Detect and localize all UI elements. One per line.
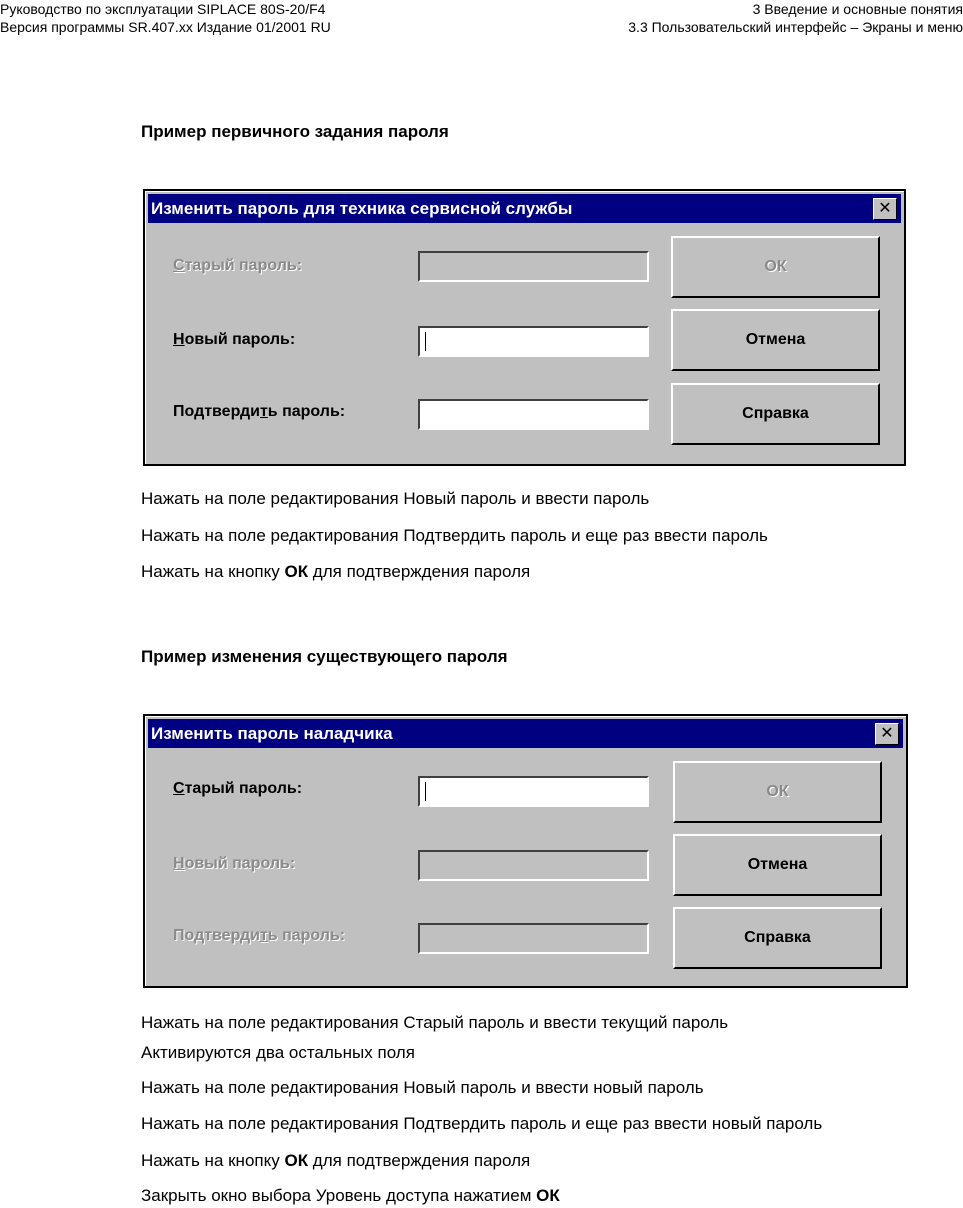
ok-button[interactable]: ОК <box>671 236 880 298</box>
old-password-label: Старый пароль: <box>173 780 303 797</box>
confirm-password-input[interactable] <box>418 399 649 430</box>
cancel-button[interactable]: Отмена <box>673 834 882 896</box>
text-caret <box>425 782 426 801</box>
step-text: Нажать на поле редактирования Новый пароль и ввести новый пароль <box>141 1078 704 1097</box>
step-text: Нажать на поле редактирования Подтвердить пароль и еще раз ввести новый пароль <box>141 1114 823 1133</box>
new-password-input[interactable] <box>418 326 649 357</box>
new-password-input <box>418 850 649 881</box>
confirm-password-label: Подтвердить пароль: <box>173 403 346 420</box>
header-version: Версия программы SR.407.xx Издание 01/2001 RU <box>0 19 331 35</box>
section2-heading: Пример изменения существующего пароля <box>141 647 508 666</box>
change-password-dialog-service <box>143 189 906 466</box>
old-password-input[interactable] <box>418 776 649 807</box>
old-password-input <box>418 251 649 282</box>
dialog-title-bar <box>148 194 901 223</box>
step-text: Нажать на кнопку ОК для подтверждения пароля <box>141 1151 531 1170</box>
dialog-title: Изменить пароль наладчика <box>151 724 393 743</box>
dialog-title-bar <box>148 719 903 748</box>
old-password-label: Старый пароль: <box>173 257 303 274</box>
dialog-title: Изменить пароль для техника сервисной службы <box>151 199 573 218</box>
step-text: Нажать на поле редактирования Старый пароль и ввести текущий пароль <box>141 1013 729 1032</box>
header-section: 3.3 Пользовательский интерфейс – Экраны и меню <box>628 19 963 35</box>
step-text: Нажать на поле редактирования Подтвердить пароль и еще раз ввести пароль <box>141 526 768 545</box>
text-caret <box>425 332 426 351</box>
step-text: Нажать на поле редактирования Новый пароль и ввести пароль <box>141 489 650 508</box>
help-button[interactable]: Справка <box>673 907 882 969</box>
new-password-label: Новый пароль: <box>173 855 296 872</box>
section1-heading: Пример первичного задания пароля <box>141 122 449 141</box>
close-icon[interactable]: ✕ <box>875 723 899 745</box>
step-text: Активируются два остальных поля <box>141 1043 415 1062</box>
ok-button[interactable]: ОК <box>673 761 882 823</box>
step-text: Закрыть окно выбора Уровень доступа нажатием ОК <box>141 1186 560 1205</box>
header-chapter: 3 Введение и основные понятия <box>752 1 963 17</box>
change-password-dialog-setter <box>143 714 908 988</box>
help-button[interactable]: Справка <box>671 383 880 445</box>
confirm-password-input <box>418 923 649 954</box>
confirm-password-label: Подтвердить пароль: <box>173 927 346 944</box>
close-icon[interactable]: ✕ <box>873 198 897 220</box>
cancel-button[interactable]: Отмена <box>671 309 880 371</box>
step-text: Нажать на кнопку ОК для подтверждения пароля <box>141 562 531 581</box>
header-manual-title: Руководство по эксплуатации SIPLACE 80S-20/F4 <box>0 1 326 17</box>
new-password-label: Новый пароль: <box>173 331 296 348</box>
